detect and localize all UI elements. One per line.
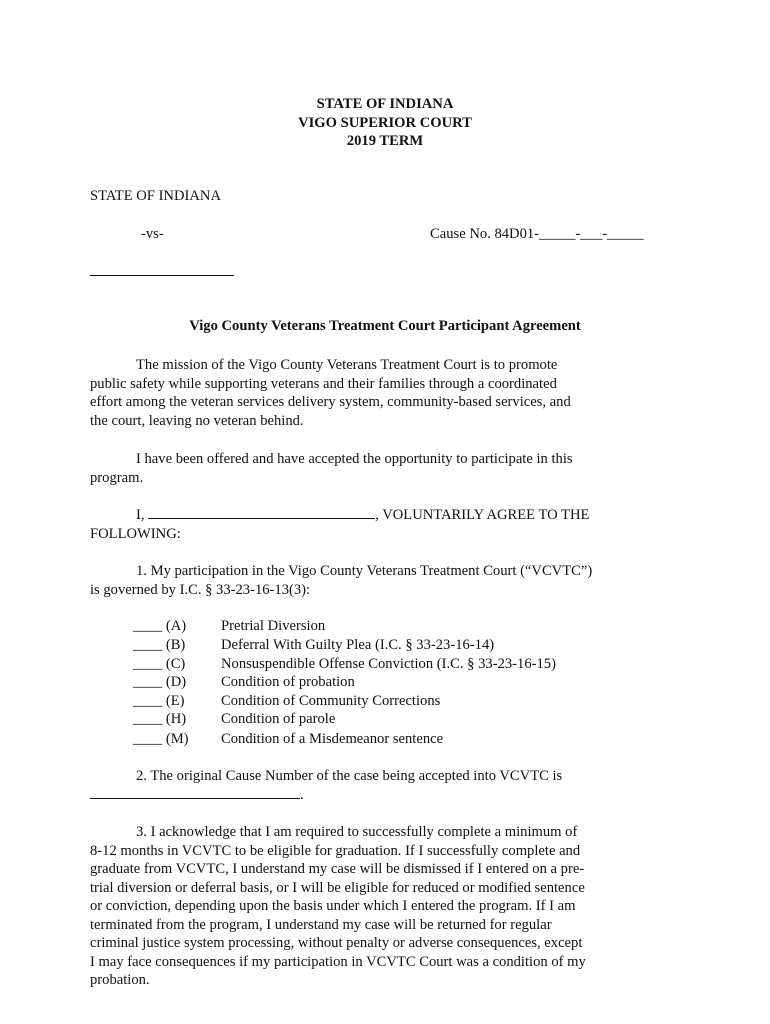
option-text: Condition of Community Corrections bbox=[221, 693, 441, 709]
original-cause-number-blank bbox=[90, 786, 300, 799]
court-header bbox=[0, 95, 770, 151]
option-text: Condition of a Misdemeanor sentence bbox=[221, 731, 444, 747]
caption-plaintiff: STATE OF INDIANA bbox=[90, 188, 221, 204]
option-text: Condition of probation bbox=[221, 674, 355, 690]
item-2-line: 2. The original Cause Number of the case being accepted into VCVTC is bbox=[136, 768, 563, 784]
item-3-line: 8-12 months in VCVTC to be eligible for graduation. If I successfully complete and bbox=[90, 842, 581, 859]
defendant-name-line bbox=[90, 275, 234, 276]
offer-line: program. bbox=[90, 469, 144, 486]
option-mark: ____ (A) bbox=[133, 618, 187, 634]
agree-following: FOLLOWING: bbox=[90, 525, 181, 542]
option-e bbox=[133, 692, 440, 711]
option-mark: ____ (D) bbox=[133, 674, 187, 690]
item-3-line: 3. I acknowledge that I am required to successfully complete a minimum of bbox=[136, 824, 578, 840]
option-text: Pretrial Diversion bbox=[221, 618, 326, 634]
mission-line: The mission of the Vigo County Veterans Treatment Court is to promote bbox=[136, 357, 558, 373]
option-a bbox=[133, 617, 325, 636]
item-2 bbox=[90, 767, 680, 804]
option-mark: ____ (M) bbox=[133, 731, 189, 747]
item-1-line: is governed by I.C. § 33-23-16-13(3): bbox=[90, 581, 311, 598]
option-mark: ____ (H) bbox=[133, 711, 187, 727]
option-d bbox=[133, 673, 355, 692]
header-term: 2019 TERM bbox=[346, 133, 424, 149]
participant-name-blank bbox=[148, 506, 375, 519]
cause-number: Cause No. 84D01-_____-___-_____ bbox=[430, 226, 644, 242]
mission-line: public safety while supporting veterans and their families through a coordinated bbox=[90, 375, 557, 392]
document-title: Vigo County Veterans Treatment Court Participant Agreement bbox=[189, 318, 581, 334]
item-3-line: trial diversion or deferral basis, or I will be eligible for reduced or modified sentence bbox=[90, 879, 585, 896]
mission-line: the court, leaving no veteran behind. bbox=[90, 412, 304, 429]
option-text: Condition of parole bbox=[221, 711, 336, 727]
item-3-line: or conviction, depending upon the basis under which I entered the program. If I am bbox=[90, 898, 576, 914]
item-3-line: terminated from the program, I understand my case will be returned for regular bbox=[90, 916, 552, 933]
agree-prefix: I, bbox=[136, 507, 149, 523]
offer-line: I have been offered and have accepted the opportunity to participate in this bbox=[136, 451, 573, 467]
agreement-statement bbox=[90, 506, 680, 543]
item-3-line: criminal justice system processing, without penalty or adverse consequences, except bbox=[90, 935, 583, 951]
mission-paragraph bbox=[90, 356, 680, 430]
item-2-period: . bbox=[300, 786, 304, 803]
item-3-line: I may face consequences if my participation in VCVTC Court was a condition of my bbox=[90, 953, 586, 970]
option-mark: ____ (B) bbox=[133, 637, 186, 653]
item-3-line: probation. bbox=[90, 972, 150, 988]
agree-suffix: , VOLUNTARILY AGREE TO THE bbox=[375, 507, 590, 523]
option-m bbox=[133, 730, 443, 749]
option-h bbox=[133, 710, 335, 729]
item-1-line: 1. My participation in the Vigo County Veterans Treatment Court (“VCVTC”) bbox=[136, 563, 593, 579]
option-mark: ____ (C) bbox=[133, 656, 186, 672]
option-b bbox=[133, 636, 494, 655]
mission-line: effort among the veteran services delivery system, community-based services, and bbox=[90, 394, 571, 410]
header-state: STATE OF INDIANA bbox=[316, 96, 454, 112]
caption-vs: -vs- bbox=[141, 226, 164, 242]
item-1 bbox=[90, 562, 680, 599]
item-3-line: graduate from VCVTC, I understand my case will be dismissed if I entered on a pre- bbox=[90, 861, 585, 877]
option-mark: ____ (E) bbox=[133, 693, 185, 709]
header-court: VIGO SUPERIOR COURT bbox=[298, 114, 472, 131]
option-text: Deferral With Guilty Plea (I.C. § 33-23-16-14) bbox=[221, 637, 495, 653]
option-c bbox=[133, 655, 556, 674]
option-text: Nonsuspendible Offense Conviction (I.C. § 33-23-16-15) bbox=[221, 656, 556, 672]
offer-paragraph bbox=[90, 450, 680, 487]
item-3 bbox=[90, 823, 680, 990]
